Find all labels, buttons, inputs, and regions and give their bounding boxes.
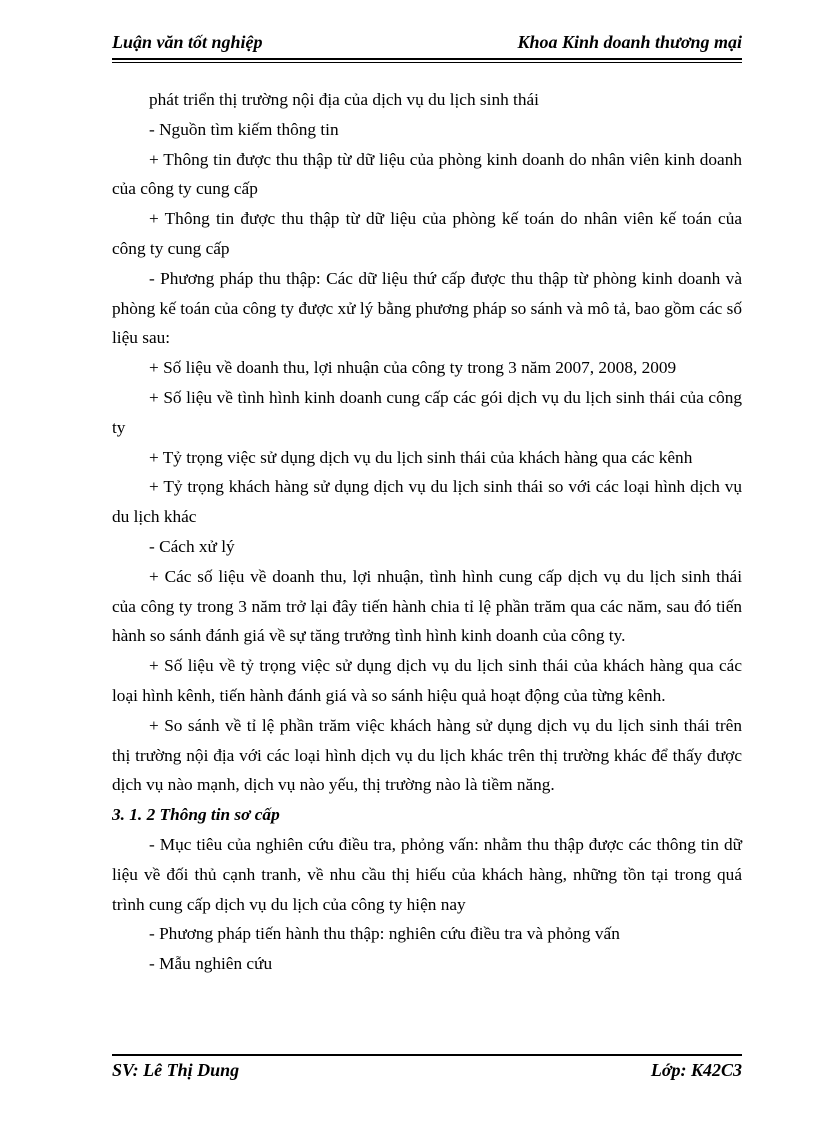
body-paragraph: - Mẫu nghiên cứu [149,954,273,974]
page-body [112,85,742,979]
footer-divider [112,1054,742,1056]
body-paragraph: + Số liệu về doanh thu, lợi nhuận của công ty trong 3 năm 2007, 2008, 2009 [149,358,677,378]
body-paragraph: + Các số liệu về doanh thu, lợi nhuận, tình hình cung cấp dịch vụ du lịch sinh thái của công ty trong 3 năm trở lại đây tiến hành chia tỉ lệ phần trăm qua các năm, sau đó tiến hành so sánh đánh giá về sự tăng trưởng tình hình kinh doanh của công ty. [112,566,742,646]
page-footer [112,1060,742,1086]
body-paragraph: phát triển thị trường nội địa của dịch vụ du lịch sinh thái [149,90,539,109]
body-paragraph: - Phương pháp thu thập: Các dữ liệu thứ cấp được thu thập từ phòng kinh doanh và phòng kế toán của công ty được xử lý bằng phương pháp so sánh và mô tả, bao gồm các số liệu sau: [112,268,742,348]
body-paragraph: + Thông tin được thu thập từ dữ liệu của phòng kế toán do nhân viên kế toán của công ty cung cấp [112,209,742,258]
section-heading: 3. 1. 2 Thông tin sơ cấp [112,805,280,825]
header-faculty-label: Khoa Kinh doanh thương mại [517,32,742,52]
body-paragraph: + Số liệu về tình hình kinh doanh cung cấp các gói dịch vụ du lịch sinh thái của công ty [112,387,742,437]
body-paragraph: + Tỷ trọng khách hàng sử dụng dịch vụ du lịch sinh thái so với các loại hình dịch vụ du lịch khác [112,477,742,527]
footer-student-name: SV: Lê Thị Dung [112,1060,240,1080]
body-paragraph: - Phương pháp tiến hành thu thập: nghiên cứu điều tra và phỏng vấn [149,924,620,944]
body-paragraph: - Mục tiêu của nghiên cứu điều tra, phỏng vấn: nhằm thu thập được các thông tin dữ liệu về đối thủ cạnh tranh, về nhu cầu thị hiếu của khách hàng, những tồn tại trong quá trình cung cấp dịch vụ du lịch của công ty hiện nay [112,834,742,914]
body-paragraph: - Cách xử lý [149,536,235,556]
header-thesis-label: Luận văn tốt nghiệp [112,32,263,52]
header-divider-thin [112,62,742,63]
page-header [112,32,742,58]
body-paragraph: + Thông tin được thu thập từ dữ liệu của phòng kinh doanh do nhân viên kinh doanh của công ty cung cấp [112,149,742,199]
body-paragraph: + Số liệu về tỷ trọng việc sử dụng dịch vụ du lịch sinh thái của khách hàng qua các loại hình kênh, tiến hành đánh giá và so sánh hiệu quả hoạt động của từng kênh. [112,656,742,705]
body-paragraph: + Tỷ trọng việc sử dụng dịch vụ du lịch sinh thái của khách hàng qua các kênh [149,447,693,467]
body-paragraph: + So sánh về tỉ lệ phần trăm việc khách hàng sử dụng dịch vụ du lịch sinh thái trên thị trường nội địa với các loại hình dịch vụ du lịch khác trên thị trường khác để thấy được dịch vụ nào mạnh, dịch vụ nào yếu, thị trường nào là tiềm năng. [112,715,742,795]
body-paragraph: - Nguồn tìm kiếm thông tin [149,119,339,139]
header-divider [112,58,742,60]
footer-class-code: Lớp: K42C3 [650,1060,742,1080]
